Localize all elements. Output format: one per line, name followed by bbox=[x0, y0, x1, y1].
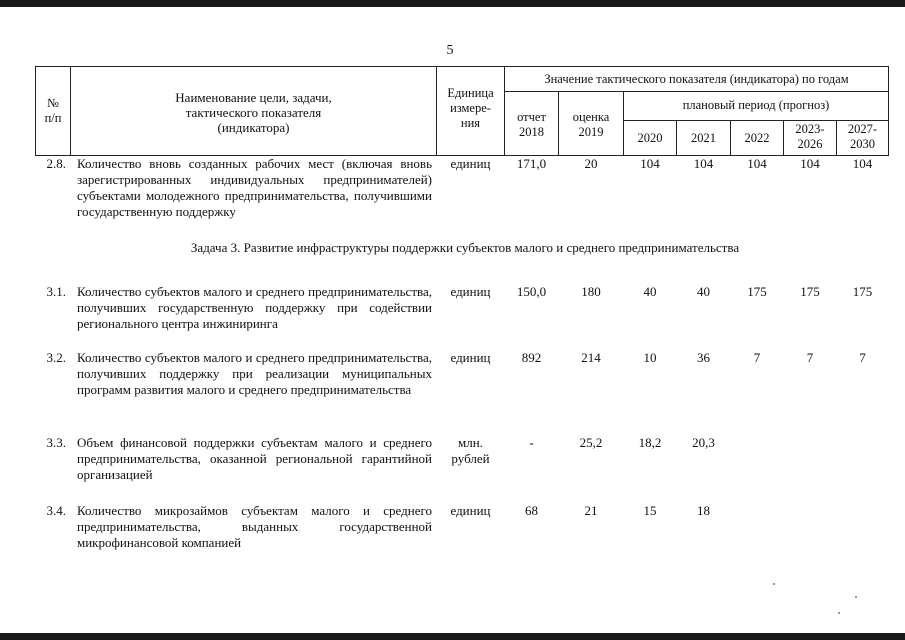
row-plan-2020: 18,2 bbox=[638, 435, 662, 450]
row-unit: единиц bbox=[450, 350, 491, 365]
page-number: 5 bbox=[446, 43, 454, 58]
row-estimate: 180 bbox=[581, 284, 601, 299]
task-heading: Задача 3. Развитие инфраструктуры поддержки субъектов малого и среднего предпринимательства bbox=[190, 240, 740, 255]
scan-speck bbox=[838, 612, 840, 614]
row-plan-2022: 175 bbox=[747, 284, 767, 299]
row-plan-2020: 15 bbox=[643, 503, 657, 518]
row-plan-2020: 40 bbox=[643, 284, 657, 299]
row-plan-2023-2026: 104 bbox=[800, 156, 820, 171]
table-row bbox=[0, 435, 905, 485]
row-plan-2021: 18 bbox=[697, 503, 710, 518]
table-header bbox=[0, 0, 905, 160]
row-unit: единиц bbox=[450, 503, 491, 518]
row-number: 3.3. bbox=[46, 435, 66, 450]
row-number: 3.1. bbox=[46, 284, 66, 299]
row-plan-2027-2030: 7 bbox=[859, 350, 866, 365]
header-report-2018: отчет 2018 bbox=[517, 110, 546, 139]
header-estimate-2019: оценка 2019 bbox=[572, 110, 610, 139]
row-estimate: 20 bbox=[584, 156, 598, 171]
row-report: 68 bbox=[525, 503, 538, 518]
row-report: 150,0 bbox=[516, 284, 547, 299]
row-estimate: 25,2 bbox=[579, 435, 603, 450]
row-name: Количество микрозаймов субъектам малого и среднего предпринимательства, выданных государственной микрофинансовой компанией bbox=[77, 503, 432, 550]
header-name: Наименование цели, задачи, тактического показателя (индикатора) bbox=[175, 90, 332, 135]
row-plan-2021: 20,3 bbox=[692, 435, 715, 450]
row-number: 2.8. bbox=[46, 156, 66, 171]
scan-speck bbox=[855, 596, 857, 598]
row-report: 171,0 bbox=[516, 156, 547, 171]
header-year-2021: 2021 bbox=[691, 131, 716, 145]
bottom-scan-border bbox=[0, 633, 905, 640]
row-plan-2020: 10 bbox=[643, 350, 657, 365]
row-report: - bbox=[529, 435, 534, 450]
row-plan-2022: 104 bbox=[747, 156, 767, 171]
row-name: Объем финансовой поддержки субъектам малого и среднего предпринимательства, оказанной региональной гарантийной организацией bbox=[77, 435, 432, 482]
row-unit: единиц bbox=[450, 284, 491, 299]
header-plan-group: плановый период (прогноз) bbox=[682, 98, 830, 112]
table-row bbox=[0, 284, 905, 334]
row-name: Количество субъектов малого и среднего предпринимательства, получивших государственную поддержку при содействии регионального центра инжиниринга bbox=[77, 284, 432, 331]
row-report: 892 bbox=[521, 350, 542, 365]
header-number: № п/п bbox=[44, 96, 62, 125]
table-row bbox=[0, 156, 905, 226]
table-row bbox=[0, 503, 905, 553]
row-plan-2022: 7 bbox=[753, 350, 761, 365]
header-values-group: Значение тактического показателя (индикатора) по годам bbox=[544, 72, 849, 86]
row-plan-2020: 104 bbox=[640, 156, 660, 171]
row-name: Количество вновь созданных рабочих мест (включая вновь зарегистрированных индивидуальных предпринимателей) субъектами молодежного предпринимательства, получившими государственную поддержку bbox=[77, 156, 432, 219]
row-plan-2021: 36 bbox=[697, 350, 710, 365]
header-unit: Единица измере- ния bbox=[447, 86, 494, 130]
row-plan-2023-2026: 175 bbox=[800, 284, 820, 299]
row-plan-2027-2030: 175 bbox=[852, 284, 873, 299]
header-year-2020: 2020 bbox=[637, 131, 663, 145]
row-plan-2027-2030: 104 bbox=[852, 156, 873, 171]
header-year-2027-2030: 2027- 2030 bbox=[847, 122, 878, 151]
header-year-2023-2026: 2023- 2026 bbox=[795, 122, 825, 151]
scan-speck bbox=[773, 583, 775, 585]
row-number: 3.4. bbox=[46, 503, 66, 518]
row-unit: млн. рублей bbox=[451, 435, 490, 466]
row-unit: единиц bbox=[450, 156, 491, 171]
row-plan-2023-2026: 7 bbox=[806, 350, 814, 365]
row-plan-2021: 40 bbox=[697, 284, 710, 299]
row-number: 3.2. bbox=[46, 350, 66, 365]
row-plan-2021: 104 bbox=[693, 156, 714, 171]
header-year-2022: 2022 bbox=[744, 131, 770, 145]
row-name: Количество субъектов малого и среднего предпринимательства, получивших поддержку при реализации муниципальных программ развития малого и среднего предпринимательства bbox=[77, 350, 432, 397]
row-estimate: 214 bbox=[581, 350, 601, 365]
table-row bbox=[0, 350, 905, 416]
row-estimate: 21 bbox=[584, 503, 598, 518]
